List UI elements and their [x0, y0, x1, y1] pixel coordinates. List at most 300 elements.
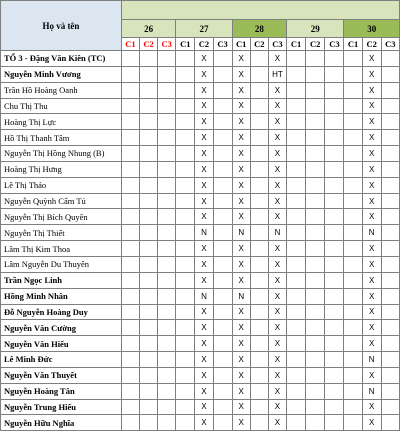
attendance-cell[interactable]: X: [232, 304, 250, 320]
attendance-cell[interactable]: X: [195, 415, 213, 431]
attendance-cell[interactable]: [250, 241, 268, 257]
attendance-cell[interactable]: [176, 51, 195, 67]
attendance-cell[interactable]: [325, 415, 344, 431]
attendance-cell[interactable]: [121, 209, 139, 225]
attendance-cell[interactable]: X: [232, 272, 250, 288]
attendance-cell[interactable]: [176, 66, 195, 82]
attendance-cell[interactable]: X: [232, 82, 250, 98]
attendance-cell[interactable]: [121, 256, 139, 272]
attendance-cell[interactable]: [381, 367, 399, 383]
attendance-cell[interactable]: [325, 193, 344, 209]
attendance-cell[interactable]: [121, 320, 139, 336]
attendance-cell[interactable]: X: [362, 177, 381, 193]
attendance-cell[interactable]: [250, 288, 268, 304]
attendance-cell[interactable]: [381, 161, 399, 177]
attendance-cell[interactable]: [306, 241, 325, 257]
attendance-cell[interactable]: N: [195, 288, 213, 304]
attendance-cell[interactable]: [213, 146, 232, 162]
attendance-cell[interactable]: [287, 272, 306, 288]
attendance-cell[interactable]: [344, 114, 362, 130]
attendance-cell[interactable]: [140, 130, 158, 146]
attendance-cell[interactable]: [325, 383, 344, 399]
attendance-cell[interactable]: [213, 177, 232, 193]
attendance-cell[interactable]: [306, 272, 325, 288]
attendance-cell[interactable]: [250, 161, 268, 177]
attendance-cell[interactable]: [213, 66, 232, 82]
attendance-cell[interactable]: X: [232, 193, 250, 209]
attendance-cell[interactable]: X: [268, 383, 286, 399]
attendance-cell[interactable]: [381, 336, 399, 352]
attendance-cell[interactable]: [213, 320, 232, 336]
attendance-cell[interactable]: [287, 114, 306, 130]
attendance-cell[interactable]: X: [268, 399, 286, 415]
attendance-cell[interactable]: [325, 288, 344, 304]
attendance-cell[interactable]: [176, 336, 195, 352]
attendance-cell[interactable]: [325, 146, 344, 162]
attendance-cell[interactable]: [325, 98, 344, 114]
attendance-cell[interactable]: [287, 193, 306, 209]
attendance-cell[interactable]: [158, 161, 176, 177]
attendance-cell[interactable]: X: [268, 51, 286, 67]
attendance-cell[interactable]: X: [195, 256, 213, 272]
attendance-cell[interactable]: [213, 98, 232, 114]
attendance-cell[interactable]: [140, 51, 158, 67]
attendance-cell[interactable]: [325, 256, 344, 272]
attendance-cell[interactable]: [213, 383, 232, 399]
attendance-cell[interactable]: [121, 130, 139, 146]
attendance-cell[interactable]: [306, 193, 325, 209]
attendance-cell[interactable]: [140, 82, 158, 98]
attendance-cell[interactable]: [381, 66, 399, 82]
attendance-cell[interactable]: X: [268, 98, 286, 114]
attendance-cell[interactable]: [158, 352, 176, 368]
attendance-cell[interactable]: X: [268, 336, 286, 352]
attendance-cell[interactable]: X: [232, 415, 250, 431]
attendance-cell[interactable]: [158, 399, 176, 415]
attendance-cell[interactable]: [344, 51, 362, 67]
attendance-cell[interactable]: X: [268, 241, 286, 257]
attendance-cell[interactable]: X: [232, 209, 250, 225]
attendance-cell[interactable]: [344, 177, 362, 193]
attendance-cell[interactable]: [140, 225, 158, 241]
attendance-cell[interactable]: [158, 114, 176, 130]
attendance-cell[interactable]: [306, 256, 325, 272]
attendance-cell[interactable]: [121, 177, 139, 193]
attendance-cell[interactable]: [158, 320, 176, 336]
attendance-cell[interactable]: [287, 225, 306, 241]
attendance-cell[interactable]: X: [362, 367, 381, 383]
attendance-cell[interactable]: [344, 415, 362, 431]
attendance-cell[interactable]: X: [232, 146, 250, 162]
attendance-cell[interactable]: X: [268, 146, 286, 162]
attendance-cell[interactable]: [140, 304, 158, 320]
attendance-cell[interactable]: [121, 399, 139, 415]
attendance-cell[interactable]: [176, 256, 195, 272]
attendance-cell[interactable]: X: [195, 383, 213, 399]
attendance-cell[interactable]: [325, 177, 344, 193]
attendance-cell[interactable]: [121, 82, 139, 98]
attendance-cell[interactable]: X: [232, 256, 250, 272]
attendance-cell[interactable]: X: [195, 352, 213, 368]
attendance-cell[interactable]: [287, 98, 306, 114]
attendance-cell[interactable]: [121, 146, 139, 162]
attendance-cell[interactable]: X: [362, 320, 381, 336]
attendance-cell[interactable]: X: [195, 66, 213, 82]
attendance-cell[interactable]: [158, 209, 176, 225]
attendance-cell[interactable]: [213, 336, 232, 352]
attendance-cell[interactable]: [344, 193, 362, 209]
attendance-cell[interactable]: [250, 256, 268, 272]
attendance-cell[interactable]: [287, 399, 306, 415]
attendance-cell[interactable]: [306, 146, 325, 162]
attendance-cell[interactable]: HT: [268, 66, 286, 82]
attendance-cell[interactable]: [381, 352, 399, 368]
attendance-cell[interactable]: [121, 383, 139, 399]
attendance-cell[interactable]: [344, 288, 362, 304]
attendance-cell[interactable]: [140, 399, 158, 415]
attendance-cell[interactable]: X: [362, 241, 381, 257]
attendance-cell[interactable]: [250, 225, 268, 241]
attendance-cell[interactable]: [158, 272, 176, 288]
attendance-cell[interactable]: [306, 304, 325, 320]
attendance-cell[interactable]: [121, 114, 139, 130]
attendance-cell[interactable]: [176, 82, 195, 98]
attendance-cell[interactable]: [140, 352, 158, 368]
attendance-cell[interactable]: [140, 415, 158, 431]
attendance-cell[interactable]: [140, 98, 158, 114]
attendance-cell[interactable]: [121, 272, 139, 288]
attendance-cell[interactable]: [213, 399, 232, 415]
attendance-cell[interactable]: [344, 161, 362, 177]
attendance-cell[interactable]: [213, 304, 232, 320]
attendance-cell[interactable]: [344, 399, 362, 415]
attendance-cell[interactable]: X: [232, 114, 250, 130]
attendance-cell[interactable]: [213, 114, 232, 130]
attendance-cell[interactable]: [176, 367, 195, 383]
attendance-cell[interactable]: [213, 288, 232, 304]
attendance-cell[interactable]: [381, 82, 399, 98]
attendance-cell[interactable]: X: [195, 130, 213, 146]
attendance-cell[interactable]: [121, 367, 139, 383]
attendance-cell[interactable]: [121, 98, 139, 114]
attendance-cell[interactable]: [140, 146, 158, 162]
attendance-cell[interactable]: [121, 51, 139, 67]
attendance-cell[interactable]: [213, 51, 232, 67]
attendance-cell[interactable]: X: [362, 98, 381, 114]
attendance-cell[interactable]: [213, 415, 232, 431]
attendance-cell[interactable]: [344, 272, 362, 288]
attendance-cell[interactable]: [306, 367, 325, 383]
attendance-cell[interactable]: X: [232, 336, 250, 352]
attendance-cell[interactable]: X: [195, 177, 213, 193]
attendance-cell[interactable]: [176, 304, 195, 320]
attendance-cell[interactable]: X: [362, 399, 381, 415]
attendance-cell[interactable]: X: [232, 98, 250, 114]
attendance-cell[interactable]: [287, 336, 306, 352]
attendance-cell[interactable]: X: [268, 367, 286, 383]
attendance-cell[interactable]: [381, 288, 399, 304]
attendance-cell[interactable]: [176, 193, 195, 209]
attendance-cell[interactable]: [158, 82, 176, 98]
attendance-cell[interactable]: [287, 130, 306, 146]
attendance-cell[interactable]: [325, 336, 344, 352]
attendance-cell[interactable]: [213, 193, 232, 209]
attendance-cell[interactable]: X: [195, 209, 213, 225]
attendance-cell[interactable]: [250, 367, 268, 383]
attendance-cell[interactable]: N: [362, 352, 381, 368]
attendance-cell[interactable]: [287, 320, 306, 336]
attendance-cell[interactable]: [250, 98, 268, 114]
attendance-cell[interactable]: X: [362, 256, 381, 272]
attendance-cell[interactable]: [344, 98, 362, 114]
attendance-cell[interactable]: [306, 130, 325, 146]
attendance-cell[interactable]: [381, 225, 399, 241]
attendance-cell[interactable]: [140, 383, 158, 399]
attendance-cell[interactable]: [287, 256, 306, 272]
attendance-cell[interactable]: X: [232, 383, 250, 399]
attendance-cell[interactable]: X: [195, 98, 213, 114]
attendance-cell[interactable]: [158, 304, 176, 320]
attendance-cell[interactable]: [306, 82, 325, 98]
attendance-cell[interactable]: [176, 320, 195, 336]
attendance-cell[interactable]: [381, 399, 399, 415]
attendance-cell[interactable]: [176, 288, 195, 304]
attendance-cell[interactable]: [381, 114, 399, 130]
attendance-cell[interactable]: [325, 367, 344, 383]
attendance-cell[interactable]: [287, 161, 306, 177]
attendance-cell[interactable]: [306, 383, 325, 399]
attendance-cell[interactable]: X: [232, 130, 250, 146]
attendance-cell[interactable]: [158, 193, 176, 209]
attendance-cell[interactable]: [140, 320, 158, 336]
attendance-cell[interactable]: [250, 177, 268, 193]
attendance-cell[interactable]: [158, 130, 176, 146]
attendance-cell[interactable]: X: [232, 177, 250, 193]
attendance-cell[interactable]: [140, 336, 158, 352]
attendance-cell[interactable]: X: [268, 114, 286, 130]
attendance-cell[interactable]: X: [195, 51, 213, 67]
attendance-cell[interactable]: [121, 193, 139, 209]
attendance-cell[interactable]: [158, 367, 176, 383]
attendance-cell[interactable]: [344, 225, 362, 241]
attendance-cell[interactable]: X: [362, 146, 381, 162]
attendance-cell[interactable]: X: [232, 352, 250, 368]
attendance-cell[interactable]: [381, 98, 399, 114]
attendance-cell[interactable]: [158, 241, 176, 257]
attendance-cell[interactable]: X: [232, 241, 250, 257]
attendance-cell[interactable]: [325, 241, 344, 257]
attendance-cell[interactable]: X: [195, 367, 213, 383]
attendance-cell[interactable]: [381, 383, 399, 399]
attendance-cell[interactable]: [325, 320, 344, 336]
attendance-cell[interactable]: X: [268, 209, 286, 225]
attendance-cell[interactable]: X: [195, 304, 213, 320]
attendance-cell[interactable]: X: [195, 146, 213, 162]
attendance-cell[interactable]: [140, 161, 158, 177]
attendance-cell[interactable]: X: [362, 209, 381, 225]
attendance-cell[interactable]: [287, 177, 306, 193]
attendance-cell[interactable]: [306, 161, 325, 177]
attendance-cell[interactable]: [306, 352, 325, 368]
attendance-cell[interactable]: [344, 367, 362, 383]
attendance-cell[interactable]: [381, 256, 399, 272]
attendance-cell[interactable]: [121, 288, 139, 304]
attendance-cell[interactable]: [213, 241, 232, 257]
attendance-cell[interactable]: [158, 225, 176, 241]
attendance-cell[interactable]: [381, 193, 399, 209]
attendance-cell[interactable]: N: [268, 225, 286, 241]
attendance-cell[interactable]: [381, 415, 399, 431]
attendance-cell[interactable]: X: [232, 66, 250, 82]
attendance-cell[interactable]: [158, 177, 176, 193]
attendance-cell[interactable]: N: [232, 288, 250, 304]
attendance-cell[interactable]: [250, 130, 268, 146]
attendance-cell[interactable]: [158, 415, 176, 431]
attendance-cell[interactable]: [140, 114, 158, 130]
attendance-cell[interactable]: [121, 241, 139, 257]
attendance-cell[interactable]: X: [232, 51, 250, 67]
attendance-cell[interactable]: [325, 209, 344, 225]
attendance-cell[interactable]: X: [195, 161, 213, 177]
attendance-cell[interactable]: [121, 304, 139, 320]
attendance-cell[interactable]: [158, 383, 176, 399]
attendance-cell[interactable]: [213, 130, 232, 146]
attendance-cell[interactable]: [158, 98, 176, 114]
attendance-cell[interactable]: [121, 352, 139, 368]
attendance-cell[interactable]: [140, 177, 158, 193]
attendance-cell[interactable]: [140, 367, 158, 383]
attendance-cell[interactable]: [250, 272, 268, 288]
attendance-cell[interactable]: [158, 336, 176, 352]
attendance-cell[interactable]: [306, 114, 325, 130]
attendance-cell[interactable]: [325, 161, 344, 177]
attendance-cell[interactable]: [325, 66, 344, 82]
attendance-cell[interactable]: [381, 272, 399, 288]
attendance-cell[interactable]: [344, 146, 362, 162]
attendance-cell[interactable]: [250, 209, 268, 225]
attendance-cell[interactable]: [306, 98, 325, 114]
attendance-cell[interactable]: [381, 241, 399, 257]
attendance-cell[interactable]: [344, 352, 362, 368]
attendance-cell[interactable]: [325, 352, 344, 368]
attendance-cell[interactable]: [344, 320, 362, 336]
attendance-cell[interactable]: X: [268, 177, 286, 193]
attendance-cell[interactable]: [250, 193, 268, 209]
attendance-cell[interactable]: [287, 304, 306, 320]
attendance-cell[interactable]: [176, 98, 195, 114]
attendance-cell[interactable]: X: [232, 161, 250, 177]
attendance-cell[interactable]: [121, 336, 139, 352]
attendance-cell[interactable]: [344, 304, 362, 320]
attendance-cell[interactable]: [287, 82, 306, 98]
attendance-cell[interactable]: [306, 415, 325, 431]
attendance-cell[interactable]: [250, 352, 268, 368]
attendance-cell[interactable]: X: [362, 415, 381, 431]
attendance-cell[interactable]: [287, 415, 306, 431]
attendance-cell[interactable]: [213, 82, 232, 98]
attendance-cell[interactable]: [287, 383, 306, 399]
attendance-cell[interactable]: [250, 114, 268, 130]
attendance-cell[interactable]: N: [195, 225, 213, 241]
attendance-cell[interactable]: X: [195, 336, 213, 352]
attendance-cell[interactable]: [325, 114, 344, 130]
attendance-cell[interactable]: [140, 209, 158, 225]
attendance-cell[interactable]: [306, 209, 325, 225]
attendance-cell[interactable]: [176, 146, 195, 162]
attendance-cell[interactable]: [381, 304, 399, 320]
attendance-cell[interactable]: [344, 82, 362, 98]
attendance-cell[interactable]: X: [362, 82, 381, 98]
attendance-cell[interactable]: [140, 66, 158, 82]
attendance-cell[interactable]: [250, 66, 268, 82]
attendance-cell[interactable]: [140, 272, 158, 288]
attendance-cell[interactable]: X: [268, 161, 286, 177]
attendance-cell[interactable]: N: [362, 383, 381, 399]
attendance-cell[interactable]: [121, 66, 139, 82]
attendance-cell[interactable]: [250, 304, 268, 320]
attendance-cell[interactable]: [176, 114, 195, 130]
attendance-cell[interactable]: [287, 352, 306, 368]
attendance-cell[interactable]: [306, 177, 325, 193]
attendance-cell[interactable]: [344, 130, 362, 146]
attendance-cell[interactable]: X: [268, 304, 286, 320]
attendance-cell[interactable]: [176, 399, 195, 415]
attendance-cell[interactable]: [250, 146, 268, 162]
attendance-cell[interactable]: [325, 272, 344, 288]
attendance-cell[interactable]: [158, 288, 176, 304]
attendance-cell[interactable]: [213, 367, 232, 383]
attendance-cell[interactable]: [381, 130, 399, 146]
attendance-cell[interactable]: [213, 352, 232, 368]
attendance-cell[interactable]: X: [362, 161, 381, 177]
attendance-cell[interactable]: N: [232, 225, 250, 241]
attendance-cell[interactable]: [158, 51, 176, 67]
attendance-cell[interactable]: [344, 241, 362, 257]
attendance-cell[interactable]: [176, 225, 195, 241]
attendance-cell[interactable]: X: [362, 304, 381, 320]
attendance-cell[interactable]: [176, 209, 195, 225]
attendance-cell[interactable]: [325, 51, 344, 67]
attendance-cell[interactable]: [250, 383, 268, 399]
attendance-cell[interactable]: [213, 256, 232, 272]
attendance-cell[interactable]: [250, 399, 268, 415]
attendance-cell[interactable]: [287, 288, 306, 304]
attendance-cell[interactable]: [121, 415, 139, 431]
attendance-cell[interactable]: [287, 146, 306, 162]
attendance-cell[interactable]: [325, 82, 344, 98]
attendance-cell[interactable]: [344, 66, 362, 82]
attendance-cell[interactable]: X: [362, 272, 381, 288]
attendance-cell[interactable]: [213, 209, 232, 225]
attendance-cell[interactable]: [250, 51, 268, 67]
attendance-cell[interactable]: [287, 51, 306, 67]
attendance-cell[interactable]: [381, 177, 399, 193]
attendance-cell[interactable]: [381, 320, 399, 336]
attendance-cell[interactable]: [287, 367, 306, 383]
attendance-cell[interactable]: [121, 225, 139, 241]
attendance-cell[interactable]: X: [362, 114, 381, 130]
attendance-cell[interactable]: [250, 336, 268, 352]
attendance-cell[interactable]: [306, 320, 325, 336]
attendance-cell[interactable]: [287, 66, 306, 82]
attendance-cell[interactable]: [344, 383, 362, 399]
attendance-cell[interactable]: [140, 241, 158, 257]
attendance-cell[interactable]: [381, 209, 399, 225]
attendance-cell[interactable]: [306, 51, 325, 67]
attendance-cell[interactable]: [176, 415, 195, 431]
attendance-cell[interactable]: [287, 241, 306, 257]
attendance-cell[interactable]: X: [268, 272, 286, 288]
